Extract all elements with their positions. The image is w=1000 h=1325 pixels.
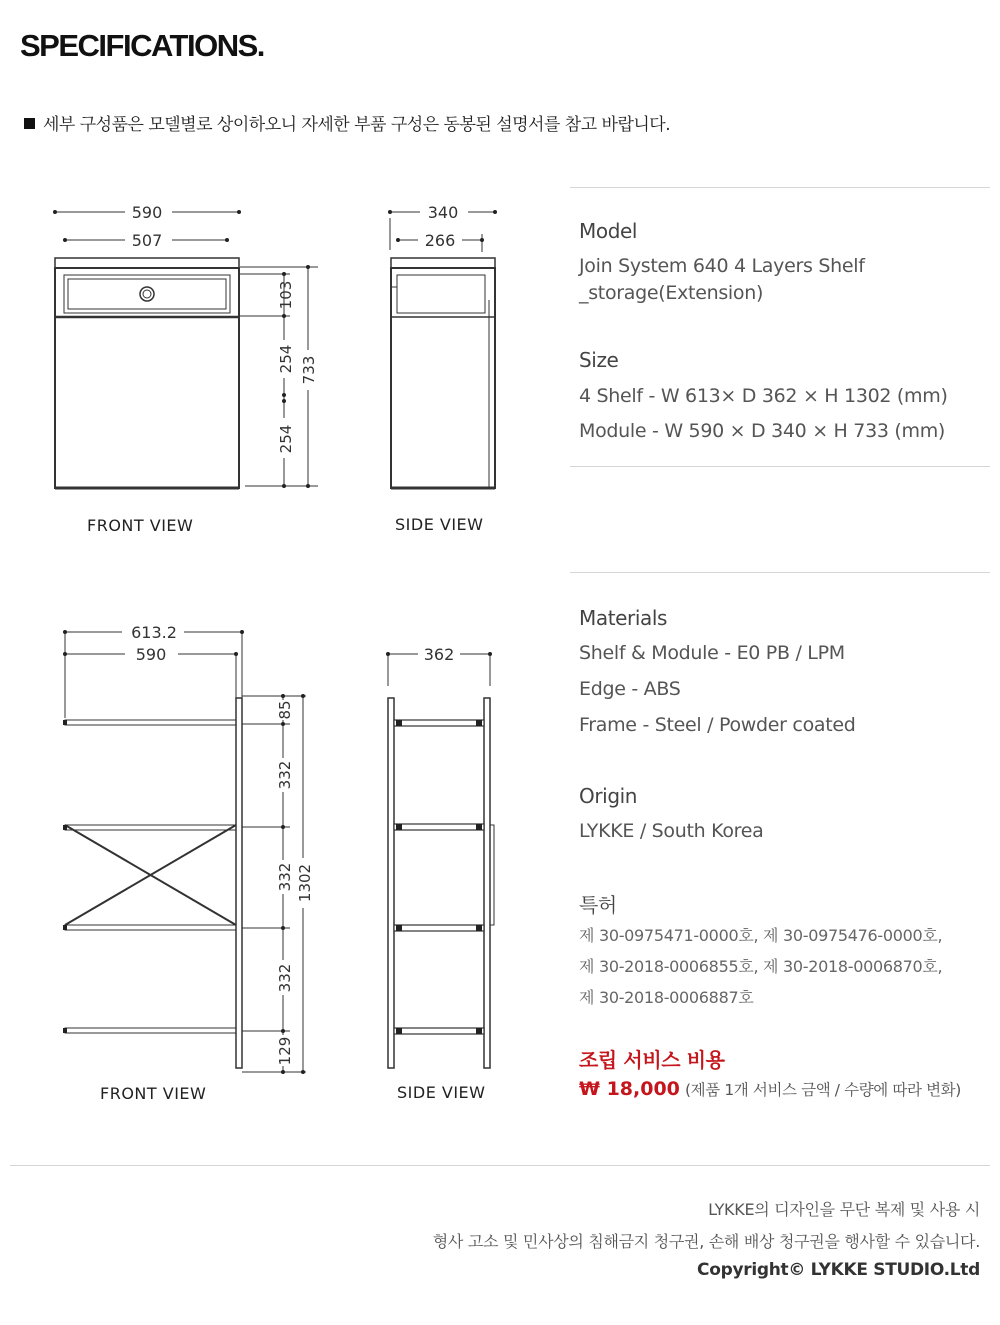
shelf-board xyxy=(65,720,236,725)
dim-shelf-total: 1302 xyxy=(296,863,314,903)
module-top-board xyxy=(55,258,239,268)
front-view-label-2: FRONT VIEW xyxy=(100,1084,207,1103)
materials-line-2: Edge - ABS xyxy=(579,678,681,700)
service-note: (제품 1개 서비스 금액 / 수량에 따라 변화) xyxy=(685,1081,961,1099)
patent-heading: 특허 xyxy=(579,893,617,917)
materials-line-1: Shelf & Module - E0 PB / LPM xyxy=(579,642,845,664)
footer-line-2: 형사 고소 및 민사상의 침해금지 청구권, 손해 배상 청구권을 행사할 수 있습니다. xyxy=(432,1232,980,1251)
dim-shelf-depth: 362 xyxy=(423,645,455,664)
patent-line-2: 제 30-2018-0006855호, 제 30-2018-0006870호, xyxy=(579,957,943,976)
notice-text xyxy=(24,110,670,135)
origin-line: LYKKE / South Korea xyxy=(579,820,764,842)
origin-heading: Origin xyxy=(579,784,638,808)
copyright: Copyright© LYKKE STUDIO.Ltd xyxy=(697,1260,980,1280)
dim-shelf-bottom: 129 xyxy=(276,1036,294,1066)
dim-shelf-width-inner: 590 xyxy=(135,645,167,664)
dim-shelf-1: 332 xyxy=(276,760,294,790)
model-line-2: _storage(Extension) xyxy=(579,282,764,304)
page-title: SPECIFICATIONS. xyxy=(20,28,264,63)
knob-icon xyxy=(140,287,154,301)
divider xyxy=(570,187,990,188)
dim-shelf-2: 332 xyxy=(276,862,294,892)
square-bullet-icon xyxy=(24,118,35,129)
module-drawing xyxy=(0,190,560,550)
dim-shelf-width-outer: 613.2 xyxy=(131,623,177,642)
size-line-1: 4 Shelf - W 613× D 362 × H 1302 (mm) xyxy=(579,385,948,407)
dim-shelf-top: 85 xyxy=(276,700,294,720)
notice-label: 세부 구성품은 모델별로 상이하오니 자세한 부품 구성은 동봉된 설명서를 참고 바랍니다. xyxy=(43,115,671,135)
dim-h-mid: 254 xyxy=(277,344,295,374)
model-line-1: Join System 640 4 Layers Shelf xyxy=(579,255,865,277)
patent-line-1: 제 30-0975471-0000호, 제 30-0975476-0000호, xyxy=(579,926,943,945)
dim-width-outer: 590 xyxy=(131,203,163,222)
size-line-2: Module - W 590 × D 340 × H 733 (mm) xyxy=(579,420,946,442)
service-price: ₩ 18,000 xyxy=(579,1078,680,1100)
service-price-row xyxy=(579,1078,961,1100)
size-heading: Size xyxy=(579,348,619,372)
materials-heading: Materials xyxy=(579,606,668,630)
side-view-label: SIDE VIEW xyxy=(395,515,484,534)
dim-shelf-3: 332 xyxy=(276,963,294,993)
divider xyxy=(570,572,990,573)
dim-depth-inner: 266 xyxy=(424,231,456,250)
shelf-drawing xyxy=(0,620,560,1090)
footer-divider xyxy=(10,1165,990,1166)
dim-depth-outer: 340 xyxy=(427,203,459,222)
module-drawer-front xyxy=(64,275,230,313)
front-view-label: FRONT VIEW xyxy=(87,516,194,535)
dim-h-top: 103 xyxy=(277,280,295,310)
side-view-label-2: SIDE VIEW xyxy=(397,1083,486,1102)
module-side-body xyxy=(391,268,495,488)
divider xyxy=(570,466,990,467)
frame-post xyxy=(236,698,242,1068)
dim-h-total: 733 xyxy=(300,355,318,385)
patent-line-3: 제 30-2018-0006887호 xyxy=(579,988,754,1007)
materials-line-3: Frame - Steel / Powder coated xyxy=(579,714,856,736)
model-heading: Model xyxy=(579,219,638,243)
service-heading: 조립 서비스 비용 xyxy=(579,1048,725,1072)
footer-line-1: LYKKE의 디자인을 무단 복제 및 사용 시 xyxy=(708,1200,980,1219)
dim-width-inner: 507 xyxy=(131,231,163,250)
dim-h-bottom: 254 xyxy=(277,424,295,454)
